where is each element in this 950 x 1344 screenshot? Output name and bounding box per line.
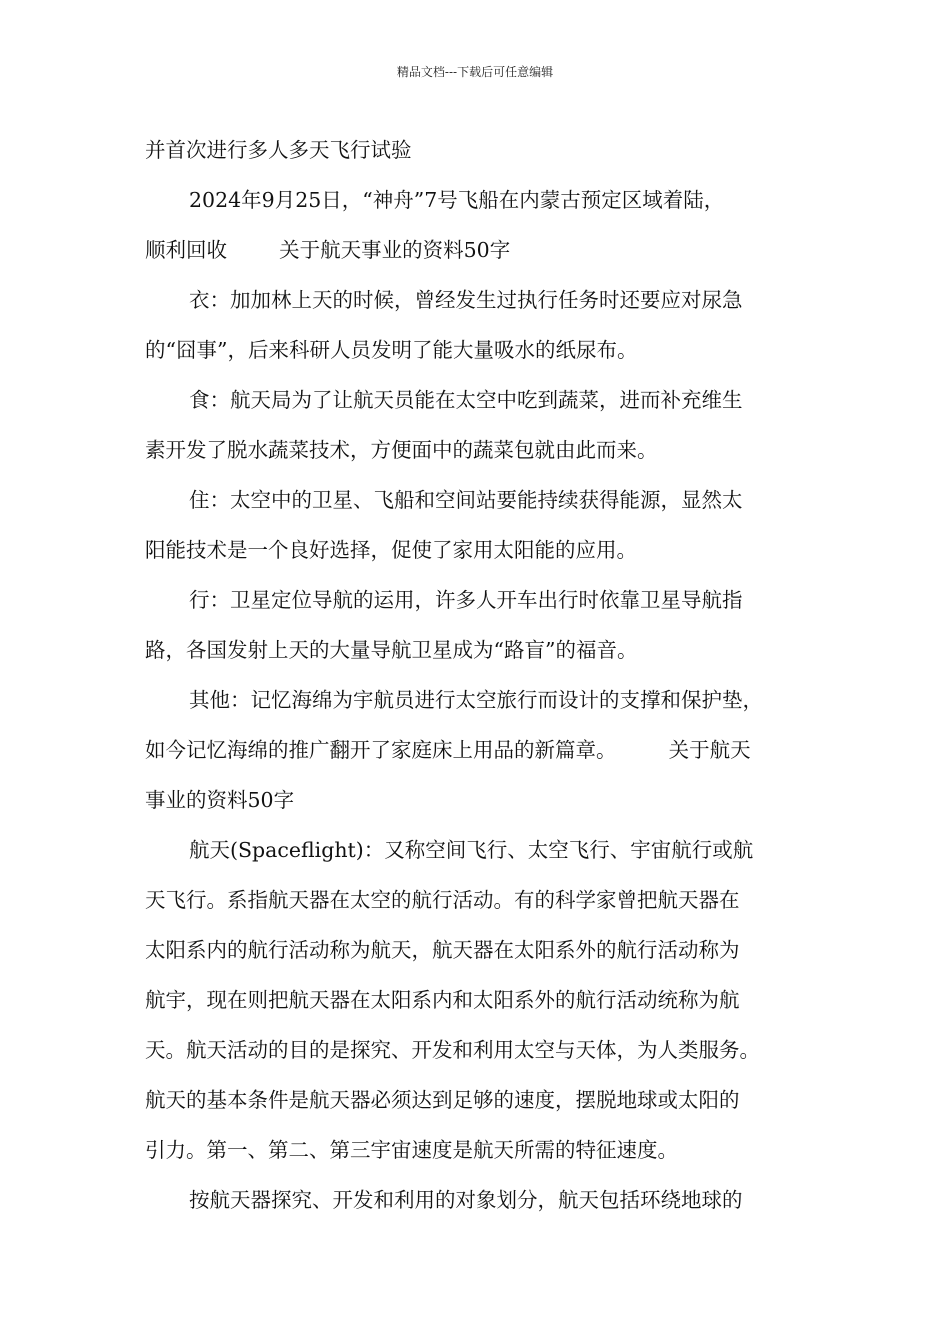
text-line: 并首次进行多人多天飞行试验 <box>145 138 412 162</box>
text-line: 天。航天活动的目的是探究、开发和利用太空与天体，为人类服务。 <box>145 1038 760 1062</box>
page-header: 精品文档---下载后可任意编辑 <box>396 65 554 79</box>
text-line: 衣：加加林上天的时候，曾经发生过执行任务时还要应对尿急 <box>189 288 743 312</box>
text-line: 素开发了脱水蔬菜技术，方便面中的蔬菜包就由此而来。 <box>145 438 658 462</box>
text-line: 路，各国发射上天的大量导航卫星成为“路盲”的福音。 <box>145 638 638 662</box>
text-line: 2024年9月25日，“神舟”7号飞船在内蒙古预定区域着陆， <box>189 188 725 212</box>
text-line: 天飞行。系指航天器在太空的航行活动。有的科学家曾把航天器在 <box>145 888 740 912</box>
text-line: 如今记忆海绵的推广翻开了家庭床上用品的新篇章。 关于航天 <box>145 738 751 762</box>
text-line: 太阳系内的航行活动称为航天，航天器在太阳系外的航行活动称为 <box>145 938 740 962</box>
text-line: 住：太空中的卫星、飞船和空间站要能持续获得能源，显然太 <box>189 488 743 512</box>
text-line: 事业的资料50字 <box>145 788 295 812</box>
text-line: 食：航天局为了让航天员能在太空中吃到蔬菜，进而补充维生 <box>189 388 743 412</box>
text-line: 阳能技术是一个良好选择，促使了家用太阳能的应用。 <box>145 538 637 562</box>
text-line: 其他：记忆海绵为宇航员进行太空旅行而设计的支撑和保护垫， <box>189 688 763 712</box>
text-line: 航天的基本条件是航天器必须达到足够的速度，摆脱地球或太阳的 <box>145 1088 740 1112</box>
text-line: 引力。第一、第二、第三宇宙速度是航天所需的特征速度。 <box>145 1138 678 1162</box>
text-line: 航宇，现在则把航天器在太阳系内和太阳系外的航行活动统称为航 <box>145 988 740 1012</box>
text-line: 行：卫星定位导航的运用，许多人开车出行时依靠卫星导航指 <box>189 588 743 612</box>
text-line: 顺利回收 关于航天事业的资料50字 <box>145 238 511 262</box>
text-line: 按航天器探究、开发和利用的对象划分，航天包括环绕地球的 <box>189 1188 743 1212</box>
text-line: 的“囧事”，后来科研人员发明了能大量吸水的纸尿布。 <box>145 338 638 362</box>
text-line: 航天(Spaceflight)：又称空间飞行、太空飞行、宇宙航行或航 <box>189 838 754 862</box>
document-body <box>145 125 815 1225</box>
